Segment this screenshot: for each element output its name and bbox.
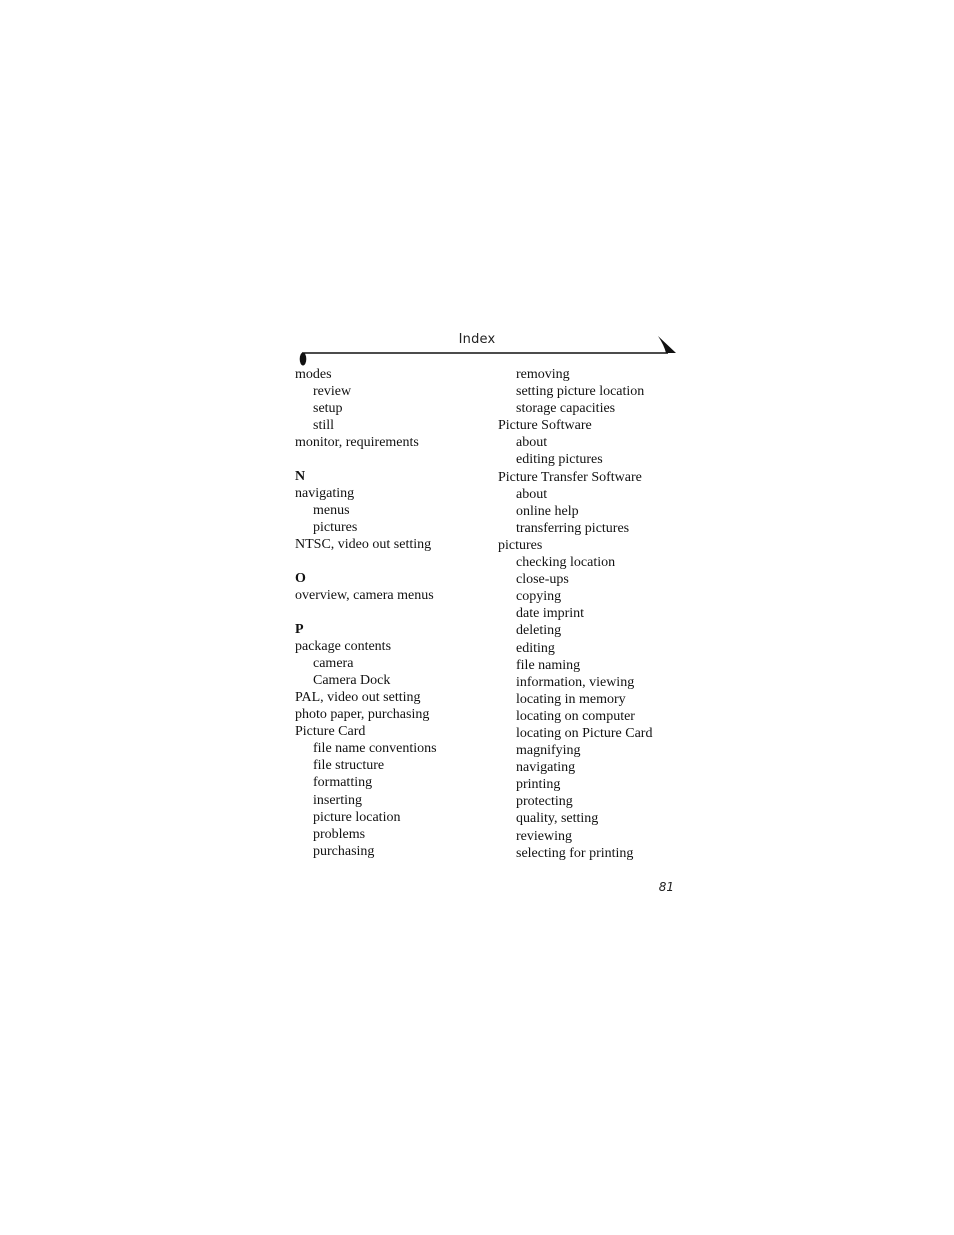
index-subentry: reviewing (516, 828, 572, 844)
index-entry: NTSC, video out setting (295, 537, 432, 553)
index-subentry: menus (313, 503, 350, 519)
index-subentry: file name conventions (313, 741, 437, 757)
index-subentry: still (313, 418, 335, 434)
index-entry: pictures (498, 537, 543, 553)
index-subentry: Camera Dock (313, 672, 391, 688)
index-subentry: picture location (313, 809, 401, 825)
index-subentry: setup (313, 401, 343, 417)
index-subentry: navigating (516, 760, 576, 776)
index-subentry: checking location (516, 555, 616, 571)
index-subentry: about (516, 435, 548, 451)
index-entry: modes (295, 367, 332, 382)
index-subentry: close-ups (516, 572, 569, 588)
index-entry: photo paper, purchasing (295, 707, 430, 723)
index-subentry: about (516, 486, 548, 502)
index-subentry: printing (516, 777, 561, 793)
index-entry: PAL, video out setting (295, 690, 421, 705)
index-subentry: formatting (313, 775, 373, 791)
index-subentry: protecting (516, 794, 573, 810)
index-section-letter: P (295, 621, 304, 637)
index-subentry: problems (313, 826, 366, 842)
index-section-letter: N (295, 468, 306, 484)
index-entry: navigating (295, 486, 355, 502)
index-subentry: setting picture location (516, 384, 645, 400)
index-subentry: locating on computer (516, 708, 635, 724)
page-number: 81 (658, 880, 674, 894)
index-subentry: file structure (313, 758, 385, 774)
index-subentry: editing (516, 640, 555, 656)
index-right-column (498, 366, 652, 862)
index-subentry: locating on Picture Card (516, 725, 653, 741)
index-subentry: review (313, 384, 352, 400)
index-subentry: locating in memory (516, 691, 626, 707)
rule-arrow-icon (658, 336, 676, 353)
index-subentry: inserting (313, 792, 362, 808)
running-header-title: Index (458, 332, 496, 347)
rule-dot-icon (300, 353, 307, 366)
index-entry: Picture Transfer Software (498, 469, 642, 485)
section-gap (295, 451, 437, 468)
index-subentry: transferring pictures (516, 520, 630, 536)
index-subentry: camera (313, 655, 354, 671)
index-subentry: selecting for printing (516, 845, 634, 861)
index-subentry: purchasing (313, 843, 375, 859)
index-subentry: magnifying (516, 743, 581, 759)
index-left-column (295, 366, 437, 860)
section-gap (295, 553, 437, 570)
index-subentry: online help (516, 503, 579, 519)
header-rule (0, 0, 954, 380)
index-entry: overview, camera menus (295, 588, 434, 604)
index-entry: package contents (295, 638, 392, 654)
index-entry: Picture Card (295, 724, 366, 740)
index-subentry: date imprint (516, 606, 585, 622)
index-subentry: editing pictures (516, 452, 603, 468)
index-subentry: information, viewing (516, 674, 635, 690)
index-subentry: copying (516, 589, 562, 605)
index-subentry: pictures (313, 520, 358, 536)
index-subentry: deleting (516, 623, 562, 639)
index-subentry: removing (516, 367, 570, 382)
index-entry: Picture Software (498, 418, 592, 434)
index-entry: monitor, requirements (295, 435, 419, 451)
index-subentry: quality, setting (516, 811, 599, 827)
index-section-letter: O (295, 570, 306, 586)
index-subentry: storage capacities (516, 401, 616, 417)
index-subentry: file naming (516, 657, 581, 673)
section-gap (295, 604, 437, 621)
